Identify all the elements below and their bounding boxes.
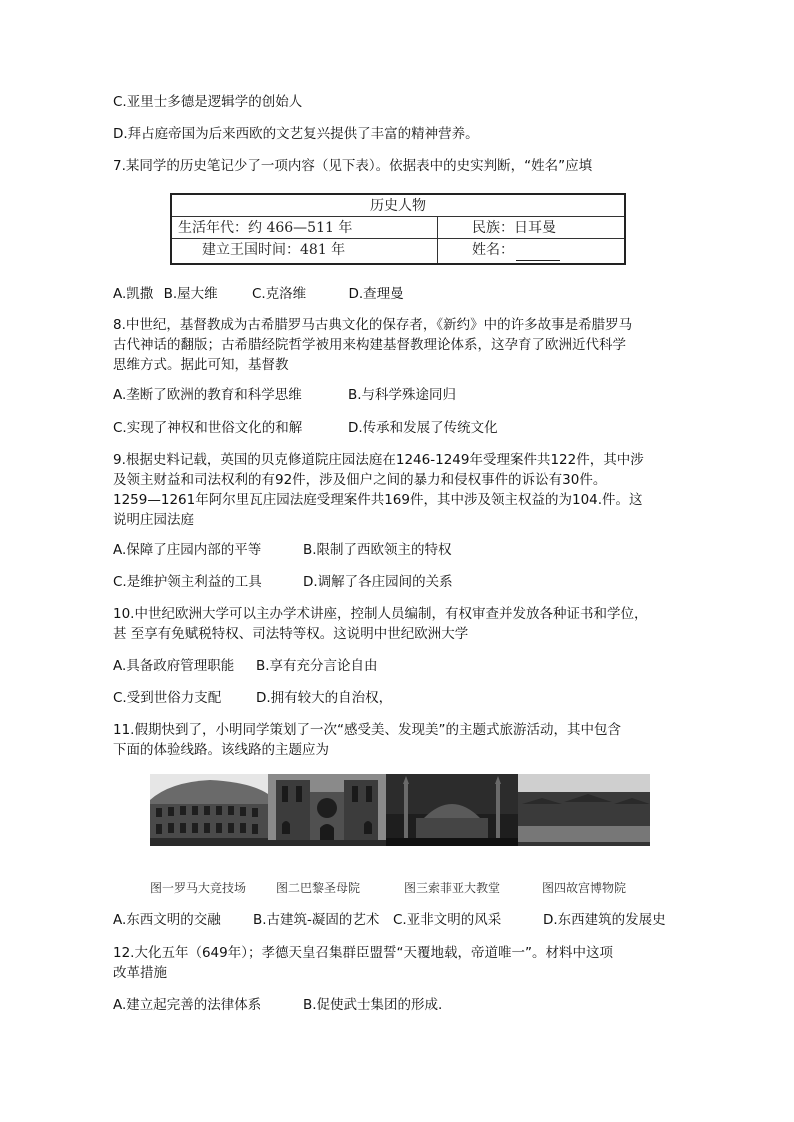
q8-stem-line: 思维方式。据此可知，基督教 bbox=[113, 357, 289, 373]
table-cell-name bbox=[438, 239, 624, 263]
table-title: 历史人物 bbox=[172, 195, 624, 217]
table-cell-era: 生活年代：约 466—511 年 bbox=[172, 217, 438, 238]
q12-stem-line: 改革措施 bbox=[113, 965, 167, 981]
q7-option-b: B.屋大维 bbox=[163, 286, 218, 302]
q8-option-a: A.垄断了欧洲的教育和科学思维 bbox=[113, 387, 302, 403]
q7-options bbox=[113, 285, 404, 303]
q10-option-d: D.拥有较大的自治权， bbox=[256, 690, 393, 706]
q8-option-b: B.与科学殊途同归 bbox=[348, 387, 457, 403]
notre-dame-photo bbox=[268, 774, 386, 846]
q10-stem bbox=[113, 604, 683, 644]
q10-stem-line: 甚 至享有免赋税特权、司法特等权。这说明中世纪欧洲大学 bbox=[113, 626, 469, 642]
q9-stem-line: 说明庄园法庭 bbox=[113, 512, 194, 528]
q7-option-d: D.查理曼 bbox=[348, 286, 404, 302]
q10-stem-line: 10.中世纪欧洲大学可以主办学术讲座，控制人员编制，有权审查并发放各种证书和学位， bbox=[113, 606, 648, 622]
q11-option-d: D.东西建筑的发展史 bbox=[543, 912, 666, 928]
q11-stem-line: 下面的体验线路。该线路的主题应为 bbox=[113, 742, 329, 758]
q10-option-a: A.具备政府管理职能 bbox=[113, 658, 235, 674]
q9-option-c: C.是维护领主利益的工具 bbox=[113, 574, 262, 590]
q6-option-c: C.亚里士多德是逻辑学的创始人 bbox=[113, 94, 303, 110]
photo-caption: 图四故宫博物院 bbox=[542, 881, 627, 895]
q12-option-b: B.促使武士集团的形成. bbox=[303, 997, 443, 1013]
q10-option-c: C.受到世俗力支配 bbox=[113, 690, 222, 706]
q11-stem-line: 11.假期快到了，小明同学策划了一次“感受美、发现美”的主题式旅游活动，其中包含 bbox=[113, 722, 621, 738]
answer-blank bbox=[516, 246, 560, 261]
q9-option-a: A.保障了庄园内部的平等 bbox=[113, 542, 262, 558]
q10-option-b: B.享有充分言论自由 bbox=[256, 658, 378, 674]
photo-caption: 图一罗马大竞技场 bbox=[150, 881, 247, 895]
q8-stem-line: 8.中世纪，基督教成为古希腊罗马古典文化的保存者，《新约》中的许多故事是希腊罗马 bbox=[113, 317, 633, 333]
q11-option-b: B.古建筑-凝固的艺术 bbox=[253, 912, 380, 928]
q10-options-row1 bbox=[113, 657, 378, 675]
q12-option-a: A.建立起完善的法律体系 bbox=[113, 997, 262, 1013]
q11-stem bbox=[113, 720, 683, 760]
q8-options-row2 bbox=[113, 419, 498, 437]
q8-option-c: C.实现了神权和世俗文化的和解 bbox=[113, 420, 303, 436]
q9-stem-line: 9.根据史料记载，英国的贝克修道院庄园法庭在1246-1249年受理案件共122件，其中涉 bbox=[113, 452, 644, 468]
colosseum-photo bbox=[150, 774, 268, 846]
q9-stem bbox=[113, 450, 683, 530]
q9-stem-line: 1259—1261年阿尔里瓦庄园法庭受理案件共169件，其中涉及领主权益的为104.件。这 bbox=[113, 492, 643, 508]
table-row bbox=[172, 239, 624, 263]
q9-options-row2 bbox=[113, 573, 453, 591]
q12-options bbox=[113, 996, 442, 1014]
history-figure-table bbox=[170, 193, 626, 265]
q9-option-b: B.限制了西欧领主的特权 bbox=[303, 542, 452, 558]
q9-options-row1 bbox=[113, 541, 452, 559]
hagia-sophia-photo bbox=[386, 774, 518, 846]
q6-option-d: D.拜占庭帝国为后来西欧的文艺复兴提供了丰富的精神营养。 bbox=[113, 126, 479, 142]
q8-stem bbox=[113, 315, 683, 375]
forbidden-city-photo bbox=[518, 774, 650, 846]
table-row bbox=[172, 217, 624, 239]
q8-stem-line: 古代神话的翻版；古希腊经院哲学被用来构建基督教理论体系，这孕育了欧洲近代科学 bbox=[113, 337, 626, 353]
q11-option-c: C.亚非文明的风采 bbox=[393, 912, 502, 928]
landmark-photo-strip bbox=[150, 774, 650, 846]
q12-stem bbox=[113, 943, 683, 983]
photo-caption: 图二巴黎圣母院 bbox=[276, 881, 361, 895]
q8-options-row1 bbox=[113, 386, 456, 404]
q12-stem-line: 12.大化五年（649年）；孝德天皇召集群臣盟誓“天覆地载，帝道唯一”。材料中这项 bbox=[113, 945, 613, 961]
q11-option-a: A.东西文明的交融 bbox=[113, 912, 221, 928]
q10-options-row2 bbox=[113, 689, 392, 707]
q7-option-c: C.克洛维 bbox=[251, 286, 307, 302]
q9-option-d: D.调解了各庄园间的关系 bbox=[303, 574, 453, 590]
photo-caption: 图三索菲亚大教堂 bbox=[404, 881, 501, 895]
q11-options bbox=[113, 911, 666, 929]
q8-option-d: D.传承和发展了传统文化 bbox=[348, 420, 498, 436]
name-label: 姓名： bbox=[472, 242, 514, 258]
q7-stem: 7.某同学的历史笔记少了一项内容（见下表）。依据表中的史实判断，“姓名”应填 bbox=[113, 158, 593, 174]
table-cell-ethnicity: 民族：日耳曼 bbox=[472, 220, 556, 236]
q9-stem-line: 及领主财益和司法权利的有92件，涉及佃户之间的暴力和侵权事件的诉讼有30件。 bbox=[113, 472, 607, 488]
table-cell-founded: 建立王国时间：481 年 bbox=[172, 239, 438, 263]
photo-captions bbox=[150, 879, 650, 897]
q7-option-a: A.凯撒 bbox=[113, 286, 154, 302]
